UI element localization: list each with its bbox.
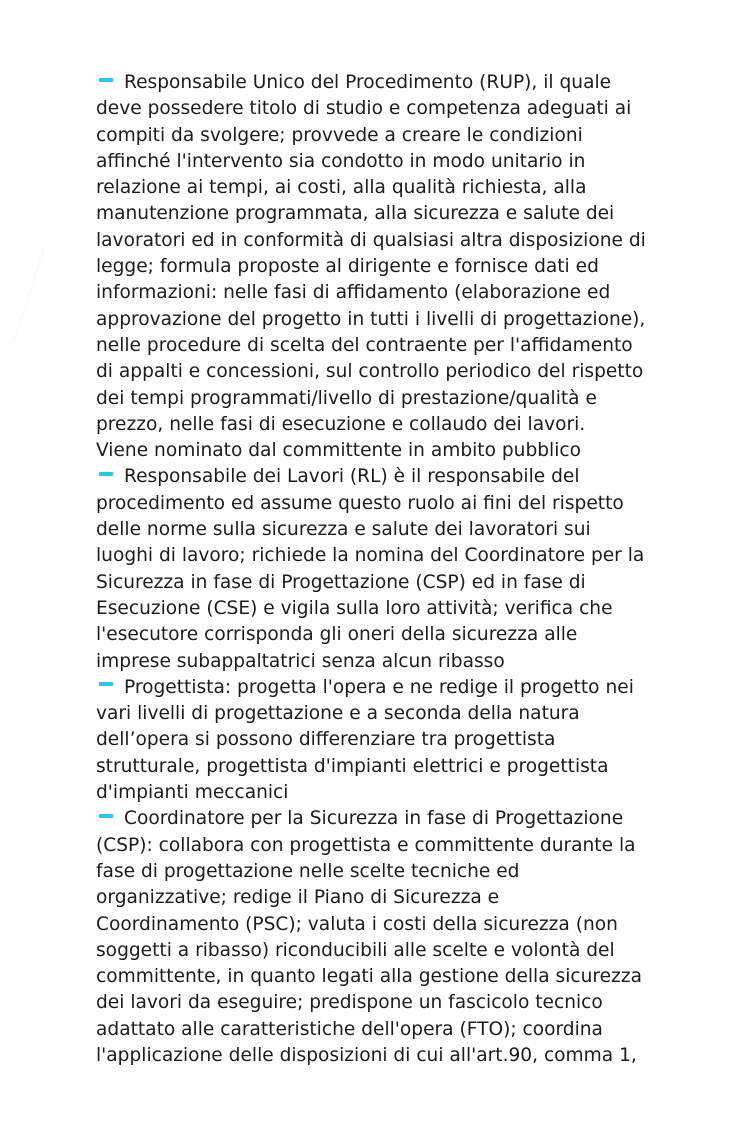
list-item	[96, 675, 696, 806]
dash-bullet-icon	[99, 814, 113, 818]
text-line-content: lavoratori ed in conformità di qualsiasi altra disposizione di	[96, 229, 646, 251]
text-line-content: manutenzione programmata, alla sicurezza e salute dei	[96, 203, 615, 225]
text-line	[96, 780, 696, 806]
text-line	[96, 333, 696, 359]
text-line	[96, 833, 696, 859]
text-line-content: deve possedere titolo di studio e competenza adeguati ai	[96, 98, 632, 120]
dash-bullet-icon	[99, 78, 113, 82]
text-line-content: dei lavori da eseguire; predispone un fascicolo tecnico	[96, 992, 603, 1014]
text-line	[96, 491, 696, 517]
text-line	[96, 622, 696, 648]
text-line-content: Esecuzione (CSE) e vigila sulla loro attività; verifica che	[96, 597, 613, 619]
text-line-content: dell’opera si possono differenziare tra progettista	[96, 729, 556, 751]
text-line-content: adattato alle caratteristiche dell'opera (FTO); coordina	[96, 1018, 603, 1040]
text-line	[96, 517, 696, 543]
text-line	[96, 596, 696, 622]
text-line-content: Responsabile dei Lavori (RL) è il responsabile del	[124, 466, 580, 488]
text-line	[96, 359, 696, 385]
text-line	[96, 938, 696, 964]
text-line-content: committente, in quanto legati alla gestione della sicurezza	[96, 966, 642, 988]
text-line	[96, 254, 696, 280]
text-line-content: nelle procedure di scelta del contraente per l'affidamento	[96, 334, 633, 356]
text-line	[96, 1043, 696, 1069]
text-line	[96, 912, 696, 938]
text-line	[96, 806, 696, 832]
text-line	[96, 438, 696, 464]
text-line	[96, 859, 696, 885]
text-line-content: l'esecutore corrisponda gli oneri della sicurezza alle	[96, 624, 578, 646]
text-line	[96, 464, 696, 490]
text-line-content: l'applicazione delle disposizioni di cui all'art.90, comma 1,	[96, 1044, 637, 1066]
text-line-content: soggetti a ribasso) riconducibili alle scelte e volontà del	[96, 939, 615, 961]
text-line	[96, 149, 696, 175]
text-line-content: relazione ai tempi, ai costi, alla qualità richiesta, alla	[96, 177, 587, 199]
text-line-content: di appalti e concessioni, sul controllo periodico del rispetto	[96, 361, 644, 383]
text-line-content: imprese subappaltatrici senza alcun ribasso	[96, 650, 505, 672]
text-line-content: Coordinamento (PSC); valuta i costi della sicurezza (non	[96, 913, 618, 935]
text-line-content: Progettista: progetta l'opera e ne redige il progetto nei	[124, 676, 634, 698]
text-line-content: dei tempi programmati/livello di prestazione/qualità e	[96, 387, 597, 409]
text-line-content: luoghi di lavoro; richiede la nomina del Coordinatore per la	[96, 545, 645, 567]
text-line-content: organizzative; redige il Piano di Sicurezza e	[96, 887, 500, 909]
text-line	[96, 175, 696, 201]
text-line	[96, 570, 696, 596]
text-line	[96, 307, 696, 333]
text-line	[96, 754, 696, 780]
text-line	[96, 964, 696, 990]
text-line	[96, 70, 696, 96]
text-line-content: Viene nominato dal committente in ambito pubblico	[96, 440, 581, 462]
text-line-content: legge; formula proposte al dirigente e fornisce dati ed	[96, 256, 599, 278]
text-line	[96, 201, 696, 227]
text-line-content: Sicurezza in fase di Progettazione (CSP) ed in fase di	[96, 571, 586, 593]
text-line-content: procedimento ed assume questo ruolo ai fini del rispetto	[96, 492, 624, 514]
text-line-content: (CSP): collabora con progettista e committente durante la	[96, 834, 636, 856]
watermark-mark	[13, 250, 104, 340]
text-line	[96, 1017, 696, 1043]
list-item	[96, 70, 696, 464]
text-line	[96, 412, 696, 438]
text-line	[96, 701, 696, 727]
text-line	[96, 280, 696, 306]
text-line-content: strutturale, progettista d'impianti elettrici e progettista	[96, 755, 609, 777]
text-line	[96, 675, 696, 701]
dash-bullet-icon	[99, 682, 113, 686]
text-line-content: affinché l'intervento sia condotto in modo unitario in	[96, 150, 586, 172]
text-line-content: compiti da svolgere; provvede a creare le condizioni	[96, 124, 583, 146]
list-item	[96, 806, 696, 1069]
text-line	[96, 727, 696, 753]
text-line-content: approvazione del progetto in tutti i livelli di progettazione),	[96, 308, 646, 330]
text-line-content: vari livelli di progettazione e a seconda della natura	[96, 703, 580, 725]
text-line	[96, 96, 696, 122]
text-line-content: delle norme sulla sicurezza e salute dei lavoratori sui	[96, 519, 591, 541]
bullet-list	[96, 70, 696, 1069]
text-line	[96, 123, 696, 149]
text-line	[96, 990, 696, 1016]
text-line-content: prezzo, nelle fasi di esecuzione e collaudo dei lavori.	[96, 413, 586, 435]
text-line-content: Responsabile Unico del Procedimento (RUP), il quale	[124, 72, 612, 93]
text-line	[96, 386, 696, 412]
dash-bullet-icon	[99, 472, 113, 476]
text-line-content: fase di progettazione nelle scelte tecniche ed	[96, 860, 520, 882]
text-line	[96, 543, 696, 569]
text-line-content: d'impianti meccanici	[96, 782, 289, 804]
text-line	[96, 228, 696, 254]
text-line	[96, 649, 696, 675]
list-item	[96, 464, 696, 674]
text-line-content: informazioni: nelle fasi di affidamento (elaborazione ed	[96, 282, 611, 304]
text-line	[96, 885, 696, 911]
text-line-content: Coordinatore per la Sicurezza in fase di Progettazione	[124, 808, 624, 830]
